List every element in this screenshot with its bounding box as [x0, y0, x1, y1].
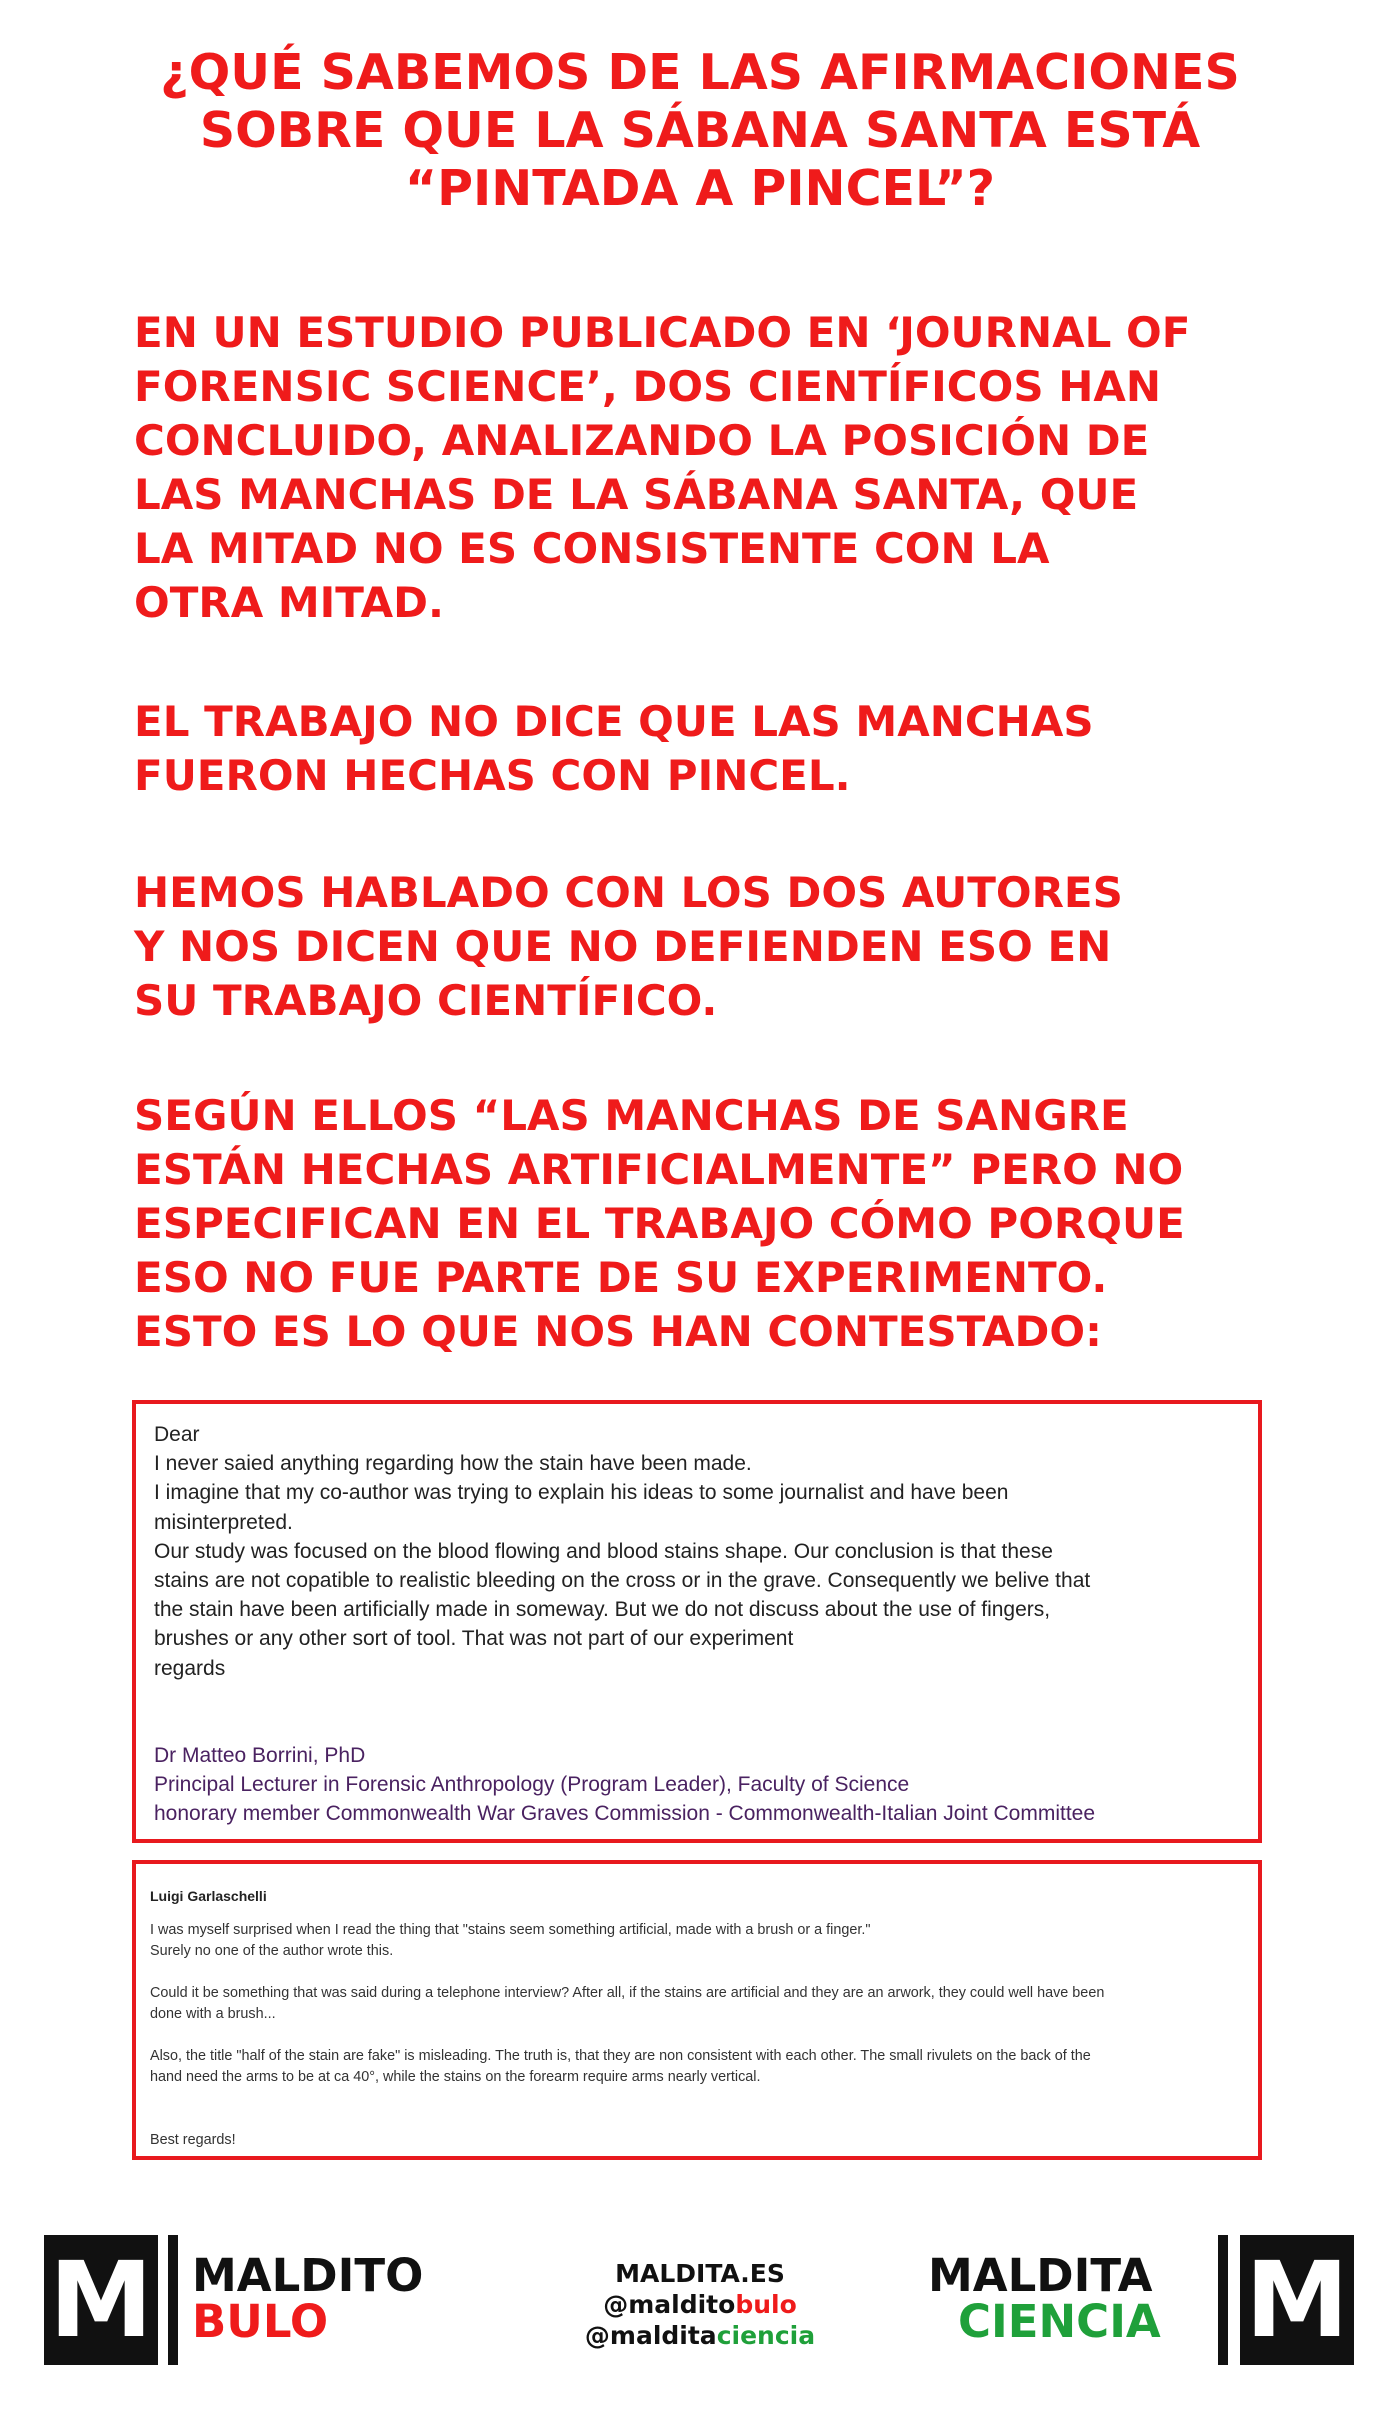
- email-line: I never saied anything regarding how the stain have been made.: [154, 1452, 752, 1476]
- spacer: [150, 2088, 1244, 2109]
- paragraph-authors: [134, 866, 1374, 1028]
- email-line: Could it be something that was said during a telephone interview? After all, if the stains are artificial and they are an arwork, they could well have been: [150, 1985, 1105, 2001]
- email-line: brushes or any other sort of tool. That was not part of our experiment: [154, 1627, 794, 1651]
- paragraph-line: FORENSIC SCIENCE’, DOS CIENTÍFICOS HAN: [134, 362, 1162, 411]
- paragraph-line: ESO NO FUE PARTE DE SU EXPERIMENTO.: [134, 1253, 1108, 1302]
- signature-title: Principal Lecturer in Forensic Anthropology (Program Leader), Faculty of Science: [154, 1773, 910, 1797]
- email-line: regards: [154, 1656, 226, 1680]
- email-line: I was myself surprised when I read the thing that "stains seem something artificial, made with a brush or a finger.": [150, 1922, 871, 1938]
- paragraph-not-brush: [134, 695, 1374, 803]
- headline-line: SOBRE QUE LA SÁBANA SANTA ESTÁ: [199, 102, 1201, 159]
- paragraph-line: SU TRABAJO CIENTÍFICO.: [134, 976, 718, 1025]
- footer: [0, 2225, 1400, 2375]
- maldita-ciencia-m-icon: M: [1240, 2235, 1354, 2365]
- paragraph-line: EN UN ESTUDIO PUBLICADO EN ‘JOURNAL OF: [134, 308, 1191, 357]
- paragraph-line: LAS MANCHAS DE LA SÁBANA SANTA, QUE: [134, 470, 1139, 519]
- email-line: Dear: [154, 1423, 200, 1446]
- paragraph-line: HEMOS HABLADO CON LOS DOS AUTORES: [134, 868, 1123, 917]
- paragraph-line: Y NOS DICEN QUE NO DEFIENDEN ESO EN: [134, 922, 1112, 971]
- paragraph-line: SEGÚN ELLOS “LAS MANCHAS DE SANGRE: [134, 1091, 1129, 1140]
- logo-text-bulo: BULO: [192, 2295, 329, 2348]
- spacer: [154, 1683, 1240, 1741]
- paragraph-line: LA MITAD NO ES CONSISTENTE CON LA: [134, 524, 1050, 573]
- email-line: stains are not copatible to realistic bleeding on the cross or in the grave. Consequently we belive that: [154, 1569, 1091, 1593]
- email-line: hand need the arms to be at ca 40°, while the stains on the forearm require arms nearly vertical.: [150, 2069, 761, 2085]
- logo-text-maldito: MALDITO: [192, 2249, 424, 2302]
- paragraph-line: EL TRABAJO NO DICE QUE LAS MANCHAS: [134, 697, 1094, 746]
- headline: [60, 44, 1340, 218]
- email-line: Surely no one of the author wrote this.: [150, 1943, 394, 1959]
- signature-name: Dr Matteo Borrini, PhD: [154, 1743, 366, 1767]
- email-borrini: [132, 1400, 1262, 1843]
- signature-affiliation: honorary member Commonwealth War Graves Commission - Commonwealth-Italian Joint Committee: [154, 1802, 1096, 1826]
- email-line: Our study was focused on the blood flowing and blood stains shape. Our conclusion is that these: [154, 1539, 1053, 1563]
- spacer: [150, 2025, 1244, 2046]
- email-line: Best regards!: [150, 2132, 236, 2148]
- email-line: the stain have been artificially made in someway. But we do not discuss about the use of fingers,: [154, 1598, 1051, 1622]
- email-line: done with a brush...: [150, 2006, 276, 2022]
- paragraph-line: ESTÁN HECHAS ARTIFICIALMENTE” PERO NO: [134, 1145, 1184, 1194]
- handle-prefix: @maldito: [603, 2290, 736, 2319]
- email-line: misinterpreted.: [154, 1510, 293, 1534]
- handle-suffix: ciencia: [716, 2321, 816, 2350]
- headline-line: ¿QUÉ SABEMOS DE LAS AFIRMACIONES: [160, 44, 1240, 101]
- logo-text-maldita: MALDITA: [928, 2249, 1153, 2302]
- handle-prefix: @maldita: [584, 2321, 717, 2350]
- paragraph-line: FUERON HECHAS CON PINCEL.: [134, 751, 851, 800]
- site-link[interactable]: MALDITA.ES: [615, 2259, 785, 2288]
- twitter-handle-maldito-bulo[interactable]: [540, 2289, 860, 2320]
- paragraph-line: OTRA MITAD.: [134, 578, 444, 627]
- handle-suffix: bulo: [735, 2290, 797, 2319]
- spacer: [150, 2109, 1244, 2130]
- logo-divider-bar: [168, 2235, 178, 2365]
- headline-line: “PINTADA A PINCEL”?: [404, 160, 996, 217]
- paragraph-line: CONCLUIDO, ANALIZANDO LA POSICIÓN DE: [134, 416, 1150, 465]
- paragraph-line: ESPECIFICAN EN EL TRABAJO CÓMO PORQUE: [134, 1199, 1185, 1248]
- maldito-bulo-m-icon: M: [44, 2235, 158, 2365]
- twitter-handle-maldita-ciencia[interactable]: [540, 2320, 860, 2351]
- email-garlaschelli: [132, 1860, 1262, 2160]
- footer-links: [540, 2258, 860, 2351]
- spacer: [150, 1962, 1244, 1983]
- logo-text-ciencia: CIENCIA: [958, 2295, 1161, 2348]
- paragraph-study: [134, 306, 1374, 630]
- email-line: Also, the title "half of the stain are fake" is misleading. The truth is, that they are non consistent with each other. The small rivulets on the back of the: [150, 2048, 1091, 2064]
- paragraph-according: [134, 1089, 1374, 1359]
- paragraph-line: ESTO ES LO QUE NOS HAN CONTESTADO:: [134, 1307, 1102, 1356]
- email-line: I imagine that my co-author was trying to explain his ideas to some journalist and have been: [154, 1481, 1009, 1505]
- logo-divider-bar: [1218, 2235, 1228, 2365]
- sender-name: Luigi Garlaschelli: [150, 1888, 267, 1904]
